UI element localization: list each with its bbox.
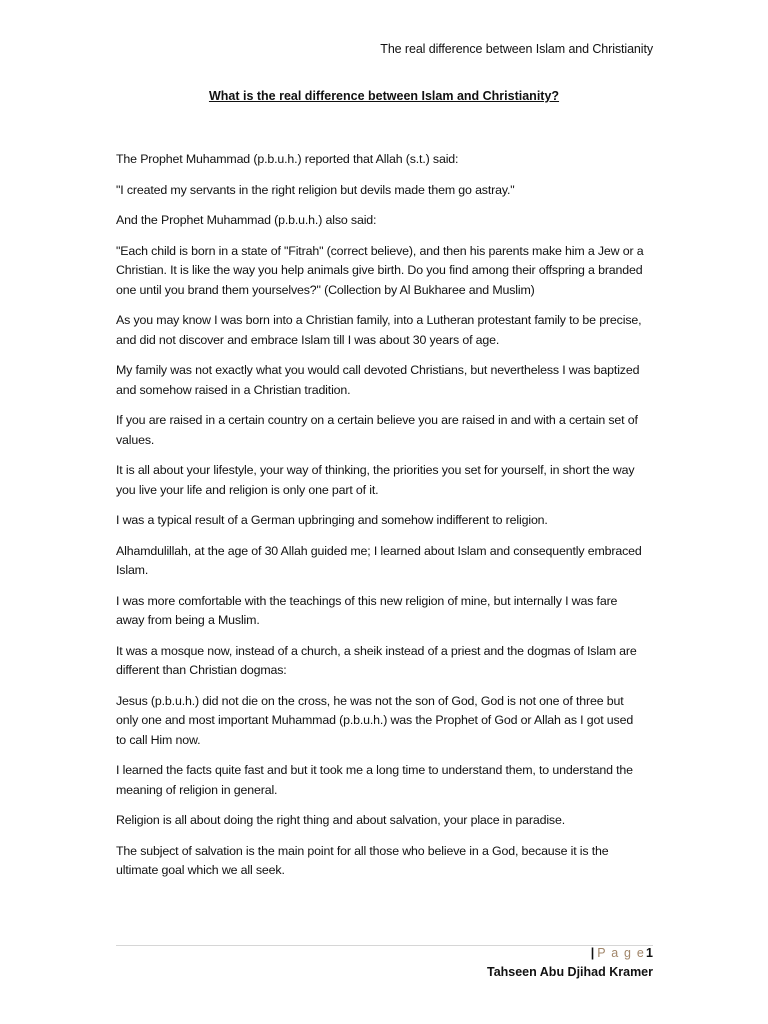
running-header: The real difference between Islam and Christianity xyxy=(380,42,653,56)
paragraph: It was a mosque now, instead of a church, a sheik instead of a priest and the dogmas of Islam are different than Christian dogmas: xyxy=(116,643,637,677)
page-label: P a g e xyxy=(597,946,646,960)
paragraph: If you are raised in a certain country on a certain believe you are raised in and with a certain set of values. xyxy=(116,413,638,447)
paragraph: The subject of salvation is the main point for all those who believe in a God, because it is the ultimate goal which we all seek. xyxy=(116,843,609,877)
page-number-marker xyxy=(591,946,653,960)
paragraph: The Prophet Muhammad (p.b.u.h.) reported that Allah (s.t.) said: xyxy=(116,152,459,166)
paragraph: "I created my servants in the right religion but devils made them go astray." xyxy=(116,182,515,197)
page-separator-bar: | xyxy=(590,946,595,960)
document-body xyxy=(116,150,646,892)
paragraph: "Each child is born in a state of "Fitrah" (correct believe), and then his parents make him a Jew or a Christian. It is like the way you help animals give birth. Do you find among their offspring a branded one until you brand them yourselves?" (Collection by Al Bukharee and Muslim) xyxy=(116,243,644,297)
paragraph: I was a typical result of a German upbringing and somehow indifferent to religion. xyxy=(116,513,548,527)
paragraph: As you may know I was born into a Christian family, into a Lutheran protestant family to be precise, and did not discover and embrace Islam till I was about 30 years of age. xyxy=(116,313,642,347)
footer-author: Tahseen Abu Djihad Kramer xyxy=(486,965,653,979)
document-title: What is the real difference between Islam and Christianity? xyxy=(208,89,560,103)
paragraph: Alhamdulillah, at the age of 30 Allah guided me; I learned about Islam and consequently embraced Islam. xyxy=(116,543,642,577)
paragraph: Jesus (p.b.u.h.) did not die on the cross, he was not the son of God, God is not one of three but only one and most important Muhammad (p.b.u.h.) was the Prophet of God or Allah as I got used to call Him now. xyxy=(116,693,634,747)
paragraph: And the Prophet Muhammad (p.b.u.h.) also said: xyxy=(116,213,377,227)
paragraph: It is all about your lifestyle, your way of thinking, the priorities you set for yourself, in short the way you live your life and religion is only one part of it. xyxy=(116,463,635,497)
paragraph: I was more comfortable with the teachings of this new religion of mine, but internally I was fare away from being a Muslim. xyxy=(116,593,618,627)
footer-divider xyxy=(116,945,653,946)
paragraph: Religion is all about doing the right thing and about salvation, your place in paradise. xyxy=(116,813,565,827)
paragraph: I learned the facts quite fast and but it took me a long time to understand them, to understand the meaning of religion in general. xyxy=(116,763,633,797)
page-number: 1 xyxy=(646,946,653,960)
paragraph: My family was not exactly what you would call devoted Christians, but nevertheless I was baptized and somehow raised in a Christian tradition. xyxy=(116,363,640,397)
